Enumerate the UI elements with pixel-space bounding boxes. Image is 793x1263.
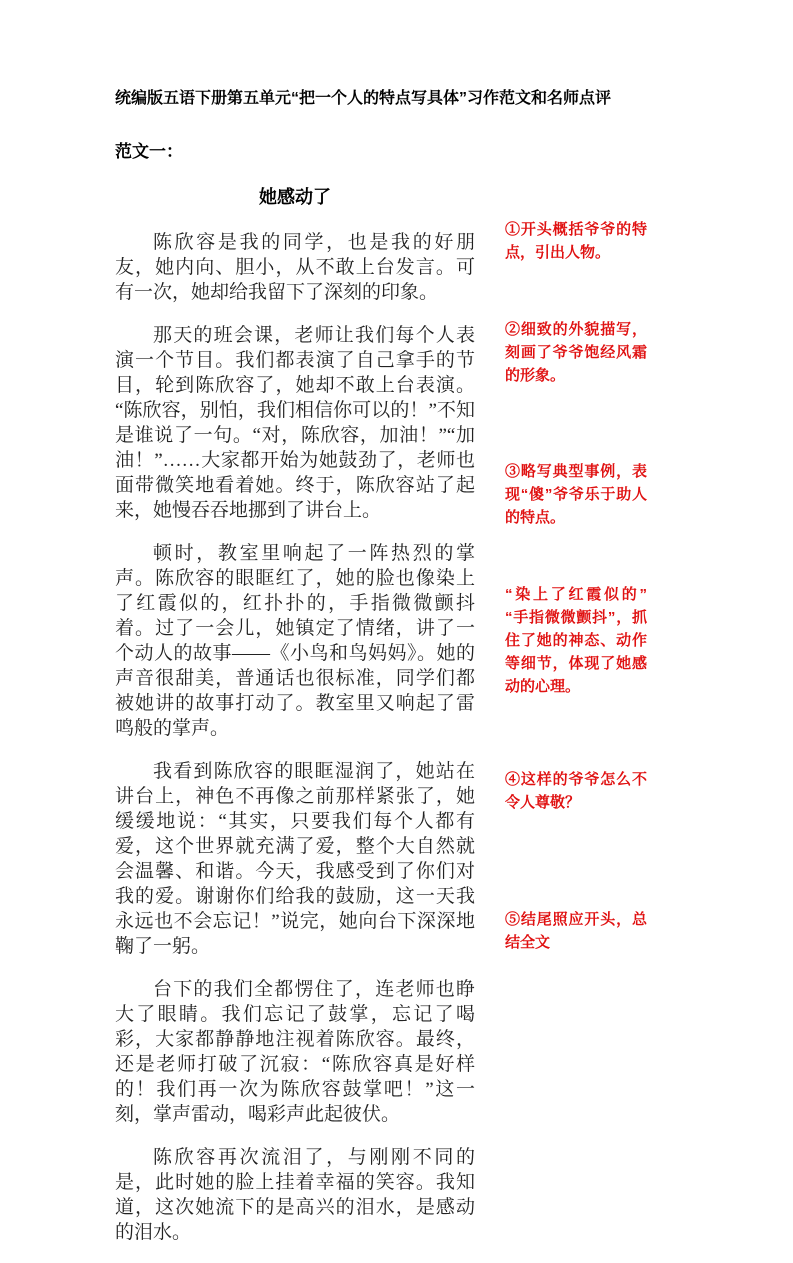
essay-paragraph: 我看到陈欣容的眼眶湿润了，她站在讲台上，神色不再像之前那样紧张了，她缓缓地说：“其实，只要我们每个人都有爱，这个世界就充满了爱，整个大自然就会温馨、和谐。今天，我感受到了你们对我的爱。谢谢你们给我的鼓励，这一天我永远也不会忘记！”说完，她向台下深深地鞠了一躬。 — [115, 761, 475, 957]
section-label: 范文一： — [115, 142, 183, 161]
essay-paragraph: 陈欣容再次流泪了，与刚刚不同的是，此时她的脸上挂着幸福的笑容。我知道，这次她流下的是高兴的泪水，是感动的泪水。 — [115, 1147, 475, 1243]
essay-paragraph: 台下的我们全都愣住了，连老师也睁大了眼睛。我们忘记了鼓掌，忘记了喝彩，大家都静静地注视着陈欣容。最终，还是老师打破了沉寂：“陈欣容真是好样的！我们再一次为陈欣容鼓掌吧！”这一刻，掌声雷动，喝彩声此起彼伏。 — [115, 979, 475, 1125]
essay-paragraph: 陈欣容是我的同学，也是我的好朋友，她内向、胆小，从不敢上台发言。可有一次，她却给我留下了深刻的印象。 — [115, 232, 475, 303]
teacher-comments-column — [505, 0, 647, 1122]
teacher-comment-2: ②细致的外貌描写，刻画了爷爷饱经风霜的形象。 — [505, 321, 647, 384]
essay-paragraph: 那天的班会课，老师让我们每个人表演一个节目。我们都表演了自己拿手的节目，轮到陈欣容了，她却不敢上台表演。“陈欣容，别怕，我们相信你可以的！”不知是谁说了一句。“对，陈欣容，加油！”“加油！”……大家都开始为她鼓劲了，老师也面带微笑地看着她。终于，陈欣容站了起来，她慢吞吞地挪到了讲台上。 — [115, 325, 475, 521]
teacher-comment-3: ③略写典型事例，表现“傻”爷爷乐于助人的特点。 — [505, 463, 647, 526]
teacher-comment-5: ⑤结尾照应开头，总结全文 — [505, 911, 647, 951]
essay-title: 她感动了 — [259, 187, 331, 207]
doc-title: 统编版五语下册第五单元“把一个人的特点写具体”习作范文和名师点评 — [115, 90, 612, 107]
essay-body — [115, 230, 475, 1263]
teacher-comment-quote-note: “染上了红霞似的”“手指微微颤抖”，抓住了她的神态、动作等细节，体现了她感动的心理。 — [505, 586, 647, 695]
teacher-comment-4: ④这样的爷爷怎么不令人尊敬？ — [505, 771, 647, 811]
teacher-comment-1: ①开头概括爷爷的特点，引出人物。 — [505, 221, 647, 261]
essay-paragraph: 顿时，教室里响起了一阵热烈的掌声。陈欣容的眼眶红了，她的脸也像染上了红霞似的，红扑扑的，手指微微颤抖着。过了一会儿，她镇定了情绪，讲了一个动人的故事——《小鸟和鸟妈妈》。她的声音很甜美，普通话也很标准，同学们都被她讲的故事打动了。教室里又响起了雷鸣般的掌声。 — [115, 543, 475, 739]
